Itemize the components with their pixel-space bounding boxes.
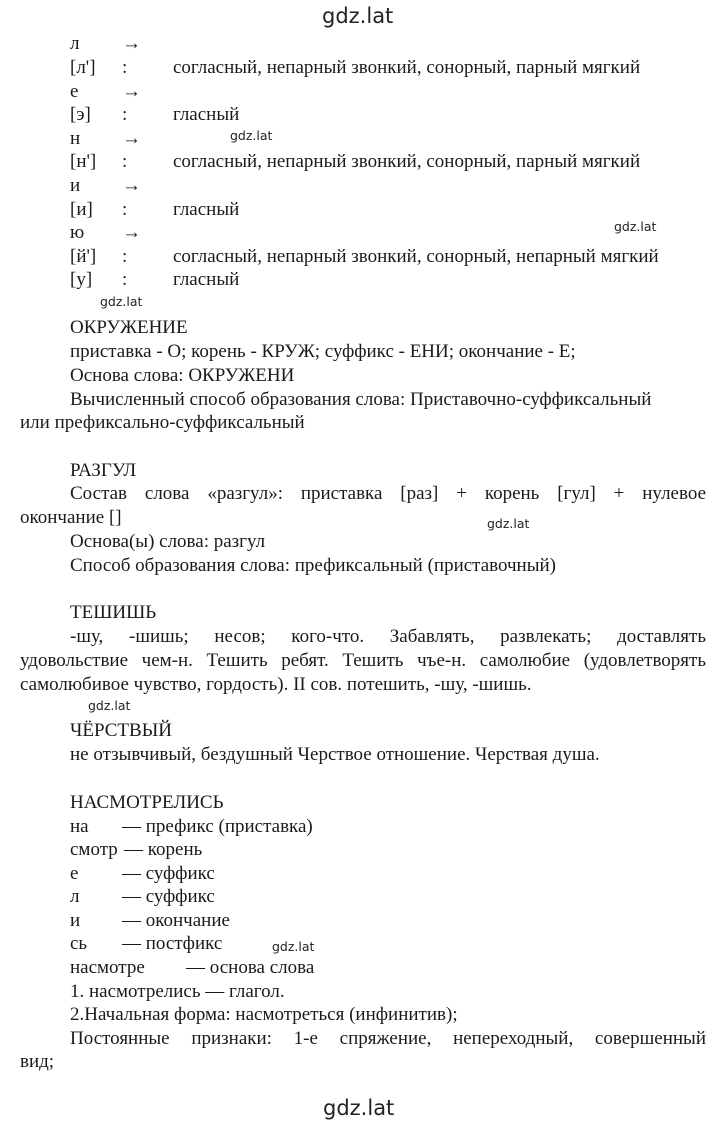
- morpheme: и: [70, 910, 81, 931]
- morpheme: сь: [70, 933, 88, 954]
- definition-line: не отзывчивый, бездушный Черствое отношение. Черствая душа.: [70, 744, 600, 765]
- phonetic-letter: н: [70, 128, 81, 149]
- phonetic-letter: л: [70, 33, 80, 54]
- phonetic-description: гласный: [173, 104, 240, 125]
- formation-line: Вычисленный способ образования слова: Приставочно-суффиксальный: [70, 389, 652, 410]
- phonetic-sound: [л']: [70, 57, 96, 78]
- watermark-small: gdz.lat: [230, 128, 273, 143]
- phonetic-sound: [н']: [70, 151, 97, 172]
- composition-line-cont: окончание []: [20, 507, 122, 528]
- phonetic-sound: [и]: [70, 199, 93, 220]
- morpheme-description: — суффикс: [122, 863, 215, 884]
- watermark-top: gdz.lat: [322, 4, 394, 28]
- morpheme-description: — корень: [124, 839, 203, 860]
- phonetic-sound: [э]: [70, 104, 91, 125]
- morpheme-description: — окончание: [122, 910, 230, 931]
- morpheme: е: [70, 863, 79, 884]
- watermark-small: gdz.lat: [100, 294, 143, 309]
- analysis-line: 1. насмотрелись — глагол.: [70, 981, 285, 1002]
- definition-line: самолюбивое чувство, гордость). II сов. потешить, -шу, -шишь.: [20, 674, 532, 695]
- phonetic-colon: :: [122, 57, 128, 78]
- morpheme: на: [70, 816, 89, 837]
- phonetic-colon: :: [122, 199, 128, 220]
- phonetic-colon: :: [122, 151, 128, 172]
- watermark-small: gdz.lat: [614, 219, 657, 234]
- composition-line: Состав слова «разгул»: приставка [раз] + корень [гул] + нулевое: [70, 483, 706, 504]
- watermark-bottom: gdz.lat: [323, 1096, 395, 1120]
- morpheme-description: — основа слова: [186, 957, 315, 978]
- section-title: РАЗГУЛ: [70, 460, 137, 481]
- morpheme-description: — суффикс: [122, 886, 215, 907]
- analysis-line: Постоянные признаки: 1-е спряжение, непереходный, совершенный: [70, 1028, 706, 1049]
- phonetic-letter: и: [70, 175, 81, 196]
- morpheme-line: приставка - О; корень - КРУЖ; суффикс - ЕНИ; окончание - Е;: [70, 341, 576, 362]
- morpheme: насмотре: [70, 957, 145, 978]
- base-line: Основа(ы) слова: разгул: [70, 531, 266, 552]
- phonetic-sound: [у]: [70, 269, 93, 290]
- watermark-small: gdz.lat: [487, 516, 530, 531]
- arrow-icon: →: [122, 81, 141, 102]
- formation-line-cont: или префиксально-суффиксальный: [20, 412, 305, 433]
- morpheme-description: — постфикс: [122, 933, 223, 954]
- phonetic-colon: :: [122, 104, 128, 125]
- section-title: ОКРУЖЕНИЕ: [70, 317, 188, 338]
- phonetic-description: гласный: [173, 199, 240, 220]
- analysis-line-cont: вид;: [20, 1051, 55, 1072]
- base-line: Основа слова: ОКРУЖЕНИ: [70, 365, 295, 386]
- watermark-small: gdz.lat: [88, 698, 131, 713]
- definition-line: -шу, -шишь; несов; кого-что. Забавлять, развлекать; доставлять: [70, 626, 706, 647]
- phonetic-description: согласный, непарный звонкий, сонорный, парный мягкий: [173, 151, 641, 172]
- phonetic-colon: :: [122, 269, 128, 290]
- section-title: ЧЁРСТВЫЙ: [70, 720, 172, 741]
- arrow-icon: →: [122, 33, 141, 54]
- morpheme: смотр: [70, 839, 118, 860]
- analysis-line: 2.Начальная форма: насмотреться (инфинитив);: [70, 1004, 458, 1025]
- phonetic-description: согласный, непарный звонкий, сонорный, парный мягкий: [173, 57, 641, 78]
- arrow-icon: →: [122, 222, 141, 243]
- phonetic-description: согласный, непарный звонкий, сонорный, непарный мягкий: [173, 246, 659, 267]
- phonetic-colon: :: [122, 246, 128, 267]
- phonetic-sound: [й']: [70, 246, 97, 267]
- definition-line: удовольствие чем-н. Тешить ребят. Тешить чъе-н. самолюбие (удовлетворять: [20, 650, 706, 671]
- morpheme-description: — префикс (приставка): [122, 816, 313, 837]
- watermark-small: gdz.lat: [272, 939, 315, 954]
- phonetic-description: гласный: [173, 269, 240, 290]
- phonetic-letter: е: [70, 81, 79, 102]
- phonetic-letter: ю: [70, 222, 85, 243]
- arrow-icon: →: [122, 175, 141, 196]
- formation-line: Способ образования слова: префиксальный (приставочный): [70, 555, 556, 576]
- section-title: НАСМОТРЕЛИСЬ: [70, 792, 224, 813]
- section-title: ТЕШИШЬ: [70, 602, 157, 623]
- morpheme: л: [70, 886, 80, 907]
- arrow-icon: →: [122, 128, 141, 149]
